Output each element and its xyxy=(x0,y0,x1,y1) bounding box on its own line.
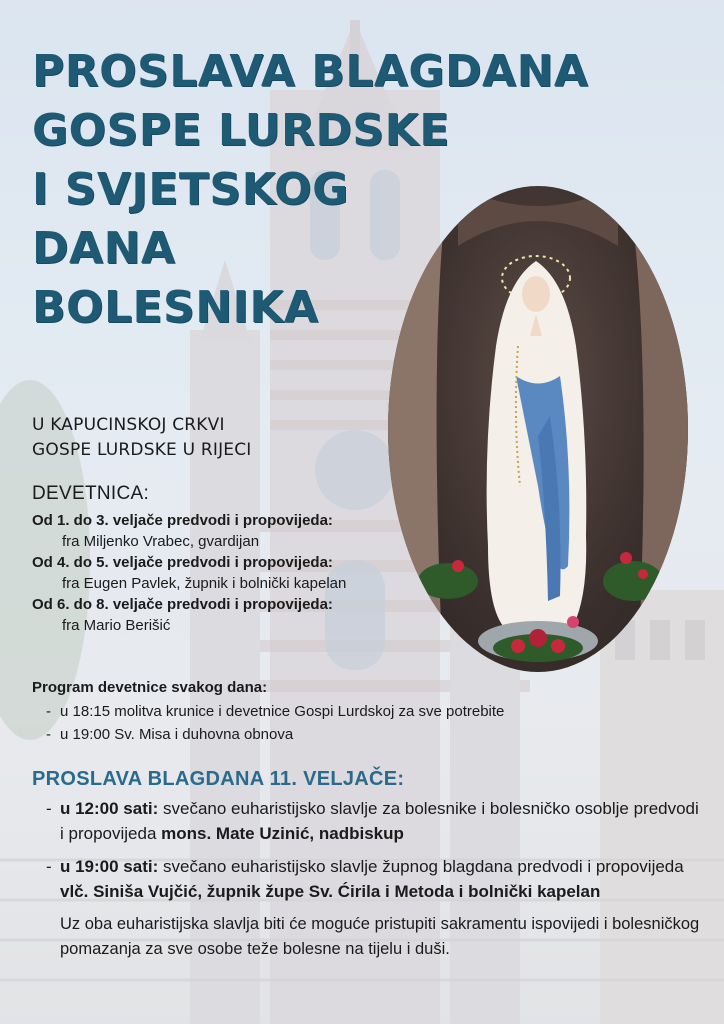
subtitle-line: U KAPUCINSKOJ CRKVI xyxy=(32,415,225,435)
feast-presider: mons. Mate Uzinić, nadbiskup xyxy=(161,824,404,843)
feast-presider: vlč. Siniša Vujčić, župnik župe Sv. Ćirila i Metoda i bolnički kapelan xyxy=(60,882,601,901)
feast-item: - u 12:00 sati: svečano euharistijsko slavlje za bolesnike i bolesničko osoblje predvodi i propovijeda mons. Mate Uzinić, nadbiskup xyxy=(46,799,699,843)
novena-item xyxy=(32,552,412,594)
feast-section xyxy=(32,766,702,962)
program-heading: Program devetnice svakog dana: xyxy=(32,679,268,696)
feast-note: Uz oba euharistijska slavlja biti će moguće pristupiti sakramentu ispovijedi i bolesničkog pomazanja za sve osobe teže bolesne na tijelu i duši. xyxy=(60,915,700,958)
novena-priest: fra Miljenko Vrabec, gvardijan xyxy=(62,533,260,550)
title-line: DANA xyxy=(32,223,176,274)
novena-dates: Od 4. do 5. veljače predvodi i propovijeda: xyxy=(32,554,333,571)
novena-dates: Od 6. do 8. veljače predvodi i propovijeda: xyxy=(32,596,333,613)
novena-priest: fra Eugen Pavlek, župnik i bolnički kapelan xyxy=(62,575,347,592)
novena-dates: Od 1. do 3. veljače predvodi i propovijeda: xyxy=(32,512,333,529)
feast-description: svečano euharistijsko slavlje župnog blagdana predvodi i propovijeda xyxy=(158,857,684,876)
daily-program-section xyxy=(32,678,672,746)
feast-description: svečano euharistijsko slavlje za bolesnike i bolesničko osoblje predvodi i propovijeda xyxy=(60,799,699,843)
program-list xyxy=(32,700,672,746)
feast-item: - u 19:00 sati: svečano euharistijsko slavlje župnog blagdana predvodi i propovijeda vlč. Siniša Vujčić, župnik župe Sv. Ćirila i Metoda i bolnički kapelan xyxy=(46,857,684,901)
feast-time: u 12:00 sati: xyxy=(60,799,159,818)
title-line: GOSPE LURDSKE xyxy=(32,105,450,156)
title-line: PROSLAVA BLAGDANA xyxy=(32,46,589,97)
program-item: - u 18:15 molitva krunice i devetnice Gospi Lurdskoj za sve potrebite xyxy=(32,700,672,723)
feast-time: u 19:00 sati: xyxy=(60,857,159,876)
novena-section xyxy=(32,482,412,636)
program-item: - u 19:00 Sv. Misa i duhovna obnova xyxy=(32,723,672,746)
feast-heading: PROSLAVA BLAGDANA 11. VELJAČE: xyxy=(32,768,405,790)
novena-item xyxy=(32,510,412,552)
title-line: BOLESNIKA xyxy=(32,282,319,333)
subtitle-line: GOSPE LURDSKE U RIJECI xyxy=(32,440,252,460)
poster-subtitle xyxy=(32,413,252,463)
novena-priest: fra Mario Berišić xyxy=(62,617,171,634)
novena-heading: DEVETNICA: xyxy=(32,483,150,504)
novena-item xyxy=(32,594,412,636)
title-line: I SVJETSKOG xyxy=(32,164,349,215)
our-lady-of-lourdes-statue-image xyxy=(388,186,688,672)
